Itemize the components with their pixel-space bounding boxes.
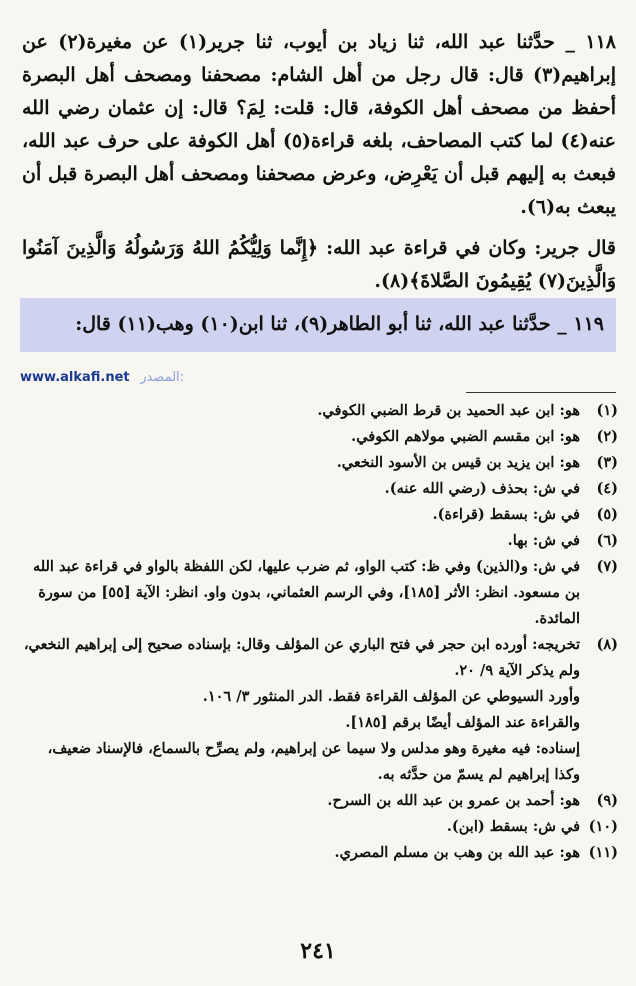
footnote-number: (٦): [596, 532, 618, 549]
footnote-number: (٤): [596, 480, 618, 497]
footnote: [20, 684, 618, 710]
footnote-number: (٩): [596, 792, 618, 809]
footnote: [20, 840, 618, 866]
footnote-number: [580, 684, 618, 710]
footnote-number: (١١): [588, 844, 618, 861]
footnotes: [20, 398, 618, 866]
footnote-text: تخريجه: أورده ابن حجر في فتح الباري عن المؤلف وقال: بإسناده صحيح إلى إبراهيم النخعي، ولم يذكر الآية ٩/ ٢٠.: [23, 636, 580, 679]
footnote: [20, 554, 618, 632]
footnote: [20, 502, 618, 528]
footnote-text: في ش: و(الذين) وفي ظ: كتب الواو، ثم ضرب عليها، لكن اللفظة بالواو في قراءة عبد الله بن مسعود. انظر: الأثر [١٨٥]، وفي الرسم العثماني، بدون واو. انظر: الآية [٥٥] من سورة المائدة.: [32, 558, 580, 627]
footnote-text: هو: عبد الله بن وهب بن مسلم المصري.: [334, 844, 580, 861]
footnote: [20, 736, 618, 788]
footnote-text: والقراءة عند المؤلف أيضًا برقم [١٨٥].: [345, 714, 580, 731]
footnote: [20, 450, 618, 476]
footnote: [20, 398, 618, 424]
footnote-text: هو: أحمد بن عمرو بن عبد الله بن السرح.: [327, 792, 580, 809]
footnote-text: هو: ابن عبد الحميد بن قرط الضبي الكوفي.: [317, 402, 580, 419]
footnote-text: في ش: بحذف (رضي الله عنه).: [384, 480, 580, 497]
footnote-text: وأورد السيوطي عن المؤلف القراءة فقط. الدر المنثور ٣/ ١٠٦.: [202, 688, 580, 705]
jarir-reading: قال جرير: وكان في قراءة عبد الله: ﴿إِنَّما وَلِيُّكُمُ اللهُ وَرَسُولُهُ وَالَّذِينَ آمَنُوا وَالَّذِينَ(٧) يُقِيمُونَ الصَّلاةَ﴾(٨).: [22, 237, 616, 292]
source-site: www.alkafi.net: [20, 370, 130, 385]
footnote: [20, 632, 618, 684]
footnote-number: (٨): [596, 636, 618, 653]
footnote-text: إسناده: فيه مغيرة وهو مدلس ولا سيما عن إبراهيم، ولم يصرِّح بالسماع، فالإسناد ضعيف، وكذا إبراهيم لم يسمّ من حدَّثه به.: [47, 740, 580, 783]
footnote-number: (٥): [596, 506, 618, 523]
footnote: [20, 788, 618, 814]
footnote: [20, 476, 618, 502]
footnote-number: (٧): [596, 558, 618, 575]
footnote-number: (٢): [596, 428, 618, 445]
footnote-text: في ش: بها.: [507, 532, 580, 549]
hadith-118: ١١٨ _ حدَّثنا عبد الله، ثنا زياد بن أيوب، ثنا جرير(١) عن مغيرة(٢) عن إبراهيم(٣) قال: قال رجل من أهل الشام: مصحفنا ومصحف أهل البصرة أحفظ من مصحف أهل الكوفة، قال: قلت: لِمَ؟ قال: إن عثمان رضي الله عنه(٤) لما كتب المصاحف، بلغه قراءة(٥) أهل الكوفة على حرف عبد الله، فبعث به إليهم قبل أن يَعْرِض، وعرض مصحفنا ومصحف أهل البصرة قبل أن يبعث به(٦).: [22, 31, 617, 218]
footnote-text: هو: ابن يزيد بن قيس بن الأسود النخعي.: [336, 454, 580, 471]
footnote: [20, 710, 618, 736]
footnote: [20, 814, 618, 840]
footnote-number: (٣): [596, 454, 618, 471]
footnote-number: (١٠): [588, 818, 618, 835]
footnote-number: [580, 710, 618, 736]
footnote: [20, 424, 618, 450]
footnote-text: هو: ابن مقسم الضبي مولاهم الكوفي.: [351, 428, 580, 445]
page-number: ٢٤١: [300, 938, 336, 964]
source-label: المصدر:: [140, 370, 185, 385]
footnote-number: (١): [596, 402, 618, 419]
main-text: [22, 26, 616, 298]
footnote: [20, 528, 618, 554]
source-watermark: [20, 370, 636, 385]
footnote-number: [580, 736, 618, 788]
footnote-divider: [466, 392, 616, 393]
footnote-text: في ش: بسقط (ابن).: [446, 818, 580, 835]
footnote-text: في ش: بسقط (قراءة).: [432, 506, 580, 523]
hadith-119: ١١٩ _ حدَّثنا عبد الله، ثنا أبو الطاهر(٩)، ثنا ابن(١٠) وهب(١١) قال:: [75, 313, 604, 335]
